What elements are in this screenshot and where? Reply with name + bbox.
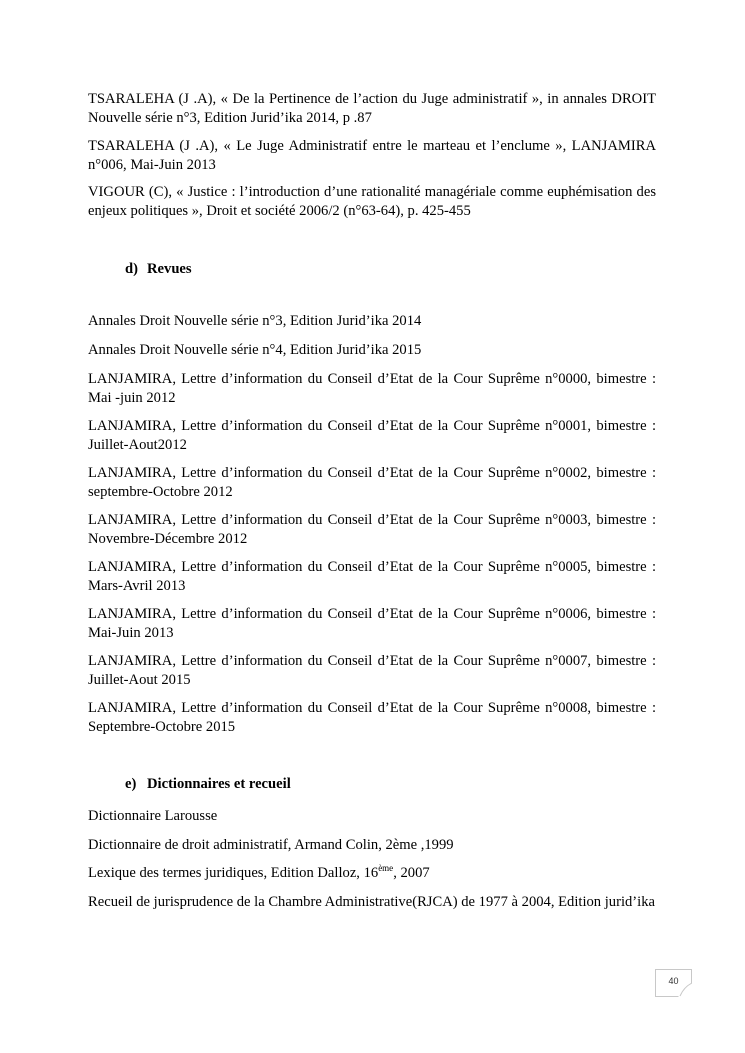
recueil-entry: Recueil de jurisprudence de la Chambre Administrative(RJCA) de 1977 à 2004, Edition jurid’ika: [88, 894, 655, 910]
revue-entry: LANJAMIRA, Lettre d’information du Conseil d’Etat de la Cour Suprême n°0000, bimestre : Mai -juin 2012: [88, 371, 656, 406]
section-title: Revues: [147, 261, 192, 277]
revue-entry: LANJAMIRA, Lettre d’information du Conseil d’Etat de la Cour Suprême n°0003, bimestre : Novembre-Décembre 2012: [88, 512, 656, 547]
article-entry: TSARALEHA (J .A), « Le Juge Administratif entre le marteau et l’enclume », LANJAMIRA n°006, Mai-Juin 2013: [88, 138, 656, 173]
revue-entry: LANJAMIRA, Lettre d’information du Conseil d’Etat de la Cour Suprême n°0001, bimestre : Juillet-Aout2012: [88, 418, 656, 453]
section-title: Dictionnaires et recueil: [147, 776, 291, 792]
page-curl-icon: [678, 983, 692, 997]
dictionnaire-entry: Dictionnaire Larousse: [88, 808, 218, 824]
section-letter: d): [125, 261, 138, 277]
article-entry: VIGOUR (C), « Justice : l’introduction d’une rationalité managériale comme euphémisation des enjeux politiques », Droit et société 2006/2 (n°63-64), p. 425-455: [88, 184, 656, 219]
revue-entry: LANJAMIRA, Lettre d’information du Conseil d’Etat de la Cour Suprême n°0006, bimestre : Mai-Juin 2013: [88, 606, 656, 641]
revue-entry: Annales Droit Nouvelle série n°4, Edition Jurid’ika 2015: [88, 342, 422, 358]
revue-entry: LANJAMIRA, Lettre d’information du Conseil d’Etat de la Cour Suprême n°0005, bimestre : Mars-Avril 2013: [88, 559, 656, 594]
page-number: 40: [668, 976, 679, 986]
revue-entry: LANJAMIRA, Lettre d’information du Conseil d’Etat de la Cour Suprême n°0008, bimestre : Septembre-Octobre 2015: [88, 700, 656, 735]
section-letter: e): [125, 776, 137, 792]
dictionnaire-entry: Dictionnaire de droit administratif, Armand Colin, 2ème ,1999: [88, 837, 454, 853]
revue-entry: LANJAMIRA, Lettre d’information du Conseil d’Etat de la Cour Suprême n°0002, bimestre : septembre-Octobre 2012: [88, 465, 656, 500]
revue-entry: Annales Droit Nouvelle série n°3, Edition Jurid’ika 2014: [88, 313, 422, 329]
article-entry: TSARALEHA (J .A), « De la Pertinence de l’action du Juge administratif », in annales DROIT Nouvelle série n°3, Edition Jurid’ika 2014, p .87: [88, 91, 656, 126]
section-heading-dictionnaires: [125, 775, 291, 794]
page-number-box: [655, 969, 692, 997]
lexique-text: Lexique des termes juridiques, Edition Dalloz, 16: [88, 865, 379, 881]
section-heading-revues: [125, 260, 192, 279]
revue-entry: LANJAMIRA, Lettre d’information du Conseil d’Etat de la Cour Suprême n°0007, bimestre : Juillet-Aout 2015: [88, 653, 656, 688]
lexique-text-end: , 2007: [393, 865, 430, 881]
lexique-superscript: ème: [378, 863, 394, 873]
lexique-entry: [88, 864, 656, 883]
